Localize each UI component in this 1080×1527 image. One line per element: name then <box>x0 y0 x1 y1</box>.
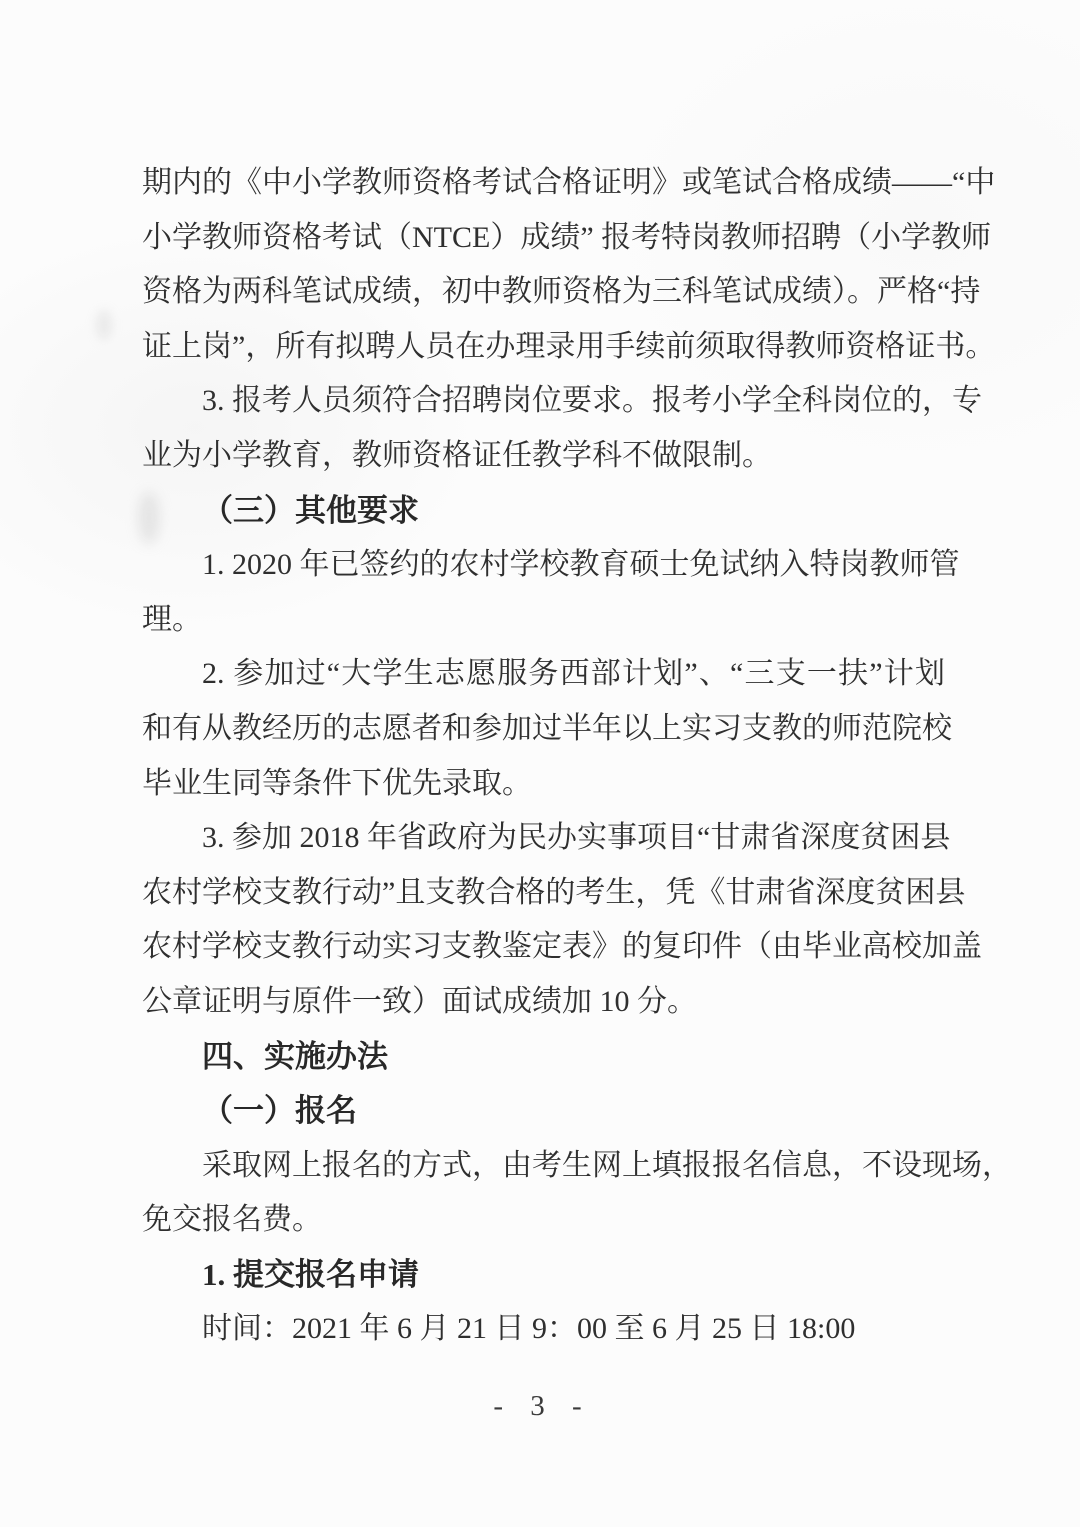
heading-submit-application: 1. 提交报名申请 <box>202 1256 419 1292</box>
registration-time: 时间：2021 年 6 月 21 日 9：00 至 6 月 25 日 18:00 <box>202 1312 856 1346</box>
body-line: 资格为两科笔试成绩，初中教师资格为三科笔试成绩）。严格“持 <box>142 275 981 309</box>
body-line: 公章证明与原件一致）面试成绩加 10 分。 <box>142 984 697 1018</box>
body-line: 理。 <box>142 602 202 636</box>
body-line: 证上岗”，所有拟聘人员在办理录用手续前须取得教师资格证书。 <box>142 329 996 363</box>
body-line: 免交报名费。 <box>142 1203 322 1237</box>
body-line: 采取网上报名的方式，由考生网上填报报名信息，不设现场， <box>202 1148 1012 1182</box>
document-body <box>142 156 1012 1357</box>
body-line: 2. 参加过“大学生志愿服务西部计划”、“三支一扶”计划 <box>202 657 945 691</box>
body-line: 业为小学教育，教师资格证任教学科不做限制。 <box>142 438 772 472</box>
page-number: - 3 - <box>493 1390 587 1422</box>
body-line: 小学教师资格考试（NTCE）成绩” 报考特岗教师招聘（小学教师 <box>142 220 992 254</box>
body-line: 期内的《中小学教师资格考试合格证明》或笔试合格成绩——“中 <box>142 166 996 199</box>
body-line: 1. 2020 年已签约的农村学校教育硕士免试纳入特岗教师管 <box>202 548 960 582</box>
body-line: 和有从教经历的志愿者和参加过半年以上实习支教的师范院校 <box>142 711 952 745</box>
body-line: 3. 参加 2018 年省政府为民办实事项目“甘肃省深度贫困县 <box>202 821 951 855</box>
scan-smudge <box>96 310 112 340</box>
heading-implementation-measures: 四、实施办法 <box>202 1038 388 1074</box>
body-line: 毕业生同等条件下优先录取。 <box>142 766 532 800</box>
body-line: 农村学校支教行动实习支教鉴定表》的复印件（由毕业高校加盖 <box>142 930 982 964</box>
body-line: 农村学校支教行动”且支教合格的考生，凭《甘肃省深度贫困县 <box>142 875 966 909</box>
heading-registration: （一）报名 <box>202 1093 357 1129</box>
heading-other-requirements: （三）其他要求 <box>202 492 419 528</box>
body-line: 3. 报考人员须符合招聘岗位要求。报考小学全科岗位的，专 <box>202 384 982 418</box>
